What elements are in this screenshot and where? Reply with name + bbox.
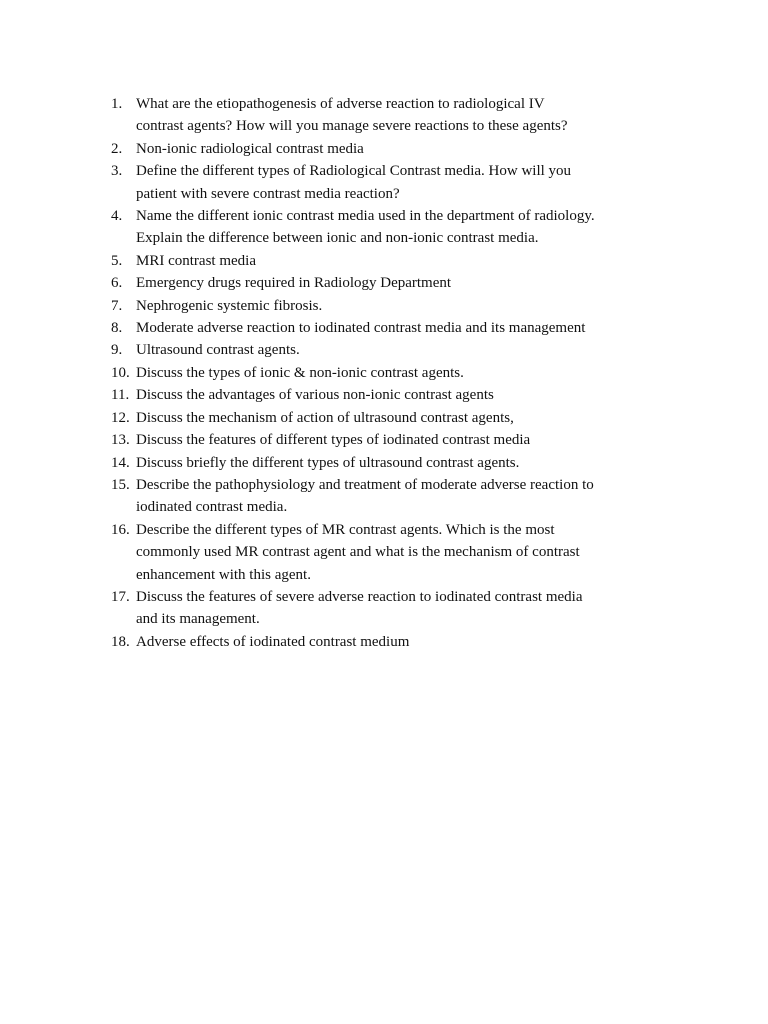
question-number-11: 11. <box>111 387 130 404</box>
question-item-7 <box>111 295 686 317</box>
question-number-1: 1. <box>111 96 123 112</box>
question-item-9 <box>111 339 686 361</box>
question-item-14 <box>111 452 686 474</box>
question-1-line-1: What are the etiopathogenesis of adverse reaction to radiological IV <box>136 96 545 112</box>
question-number-12: 12. <box>111 409 130 426</box>
question-4-line-1: Name the different ionic contrast media used in the department of radiology. <box>136 208 595 225</box>
question-17-line-1: Discuss the features of severe adverse reaction to iodinated contrast media <box>136 588 583 605</box>
question-10-line-1: Discuss the types of ionic & non-ionic contrast agents. <box>136 364 464 381</box>
question-5-line-1: MRI contrast media <box>136 252 256 269</box>
question-16-line-1: Describe the different types of MR contrast agents. Which is the most <box>136 521 555 538</box>
question-number-3: 3. <box>111 163 123 180</box>
question-number-4: 4. <box>111 208 123 225</box>
question-item-11 <box>111 384 686 406</box>
question-item-3 <box>111 160 686 205</box>
question-item-1 <box>111 93 686 138</box>
question-14-line-1: Discuss briefly the different types of ultrasound contrast agents. <box>136 454 520 471</box>
question-number-10: 10. <box>111 364 130 381</box>
question-4-line-2: Explain the difference between ionic and non-ionic contrast media. <box>136 230 539 247</box>
question-15-line-2: iodinated contrast media. <box>136 499 288 516</box>
question-number-18: 18. <box>111 633 130 650</box>
question-8-line-1: Moderate adverse reaction to iodinated contrast media and its management <box>136 320 586 337</box>
question-item-6 <box>111 272 686 294</box>
question-7-line-1: Nephrogenic systemic fibrosis. <box>136 297 323 314</box>
question-item-15 <box>111 474 686 519</box>
question-number-8: 8. <box>111 320 123 337</box>
question-16-line-3: enhancement with this agent. <box>136 566 311 583</box>
question-number-2: 2. <box>111 140 123 157</box>
question-number-7: 7. <box>111 297 123 314</box>
question-6-line-1: Emergency drugs required in Radiology Department <box>136 275 452 292</box>
question-1-line-2: contrast agents? How will you manage severe reactions to these agents? <box>136 118 568 135</box>
question-list <box>111 93 686 653</box>
question-item-16 <box>111 519 686 586</box>
question-item-4 <box>111 205 686 250</box>
question-17-line-2: and its management. <box>136 611 260 628</box>
question-item-5 <box>111 250 686 272</box>
question-15-line-1: Describe the pathophysiology and treatment of moderate adverse reaction to <box>136 476 594 493</box>
question-9-line-1: Ultrasound contrast agents. <box>136 342 300 359</box>
question-item-12 <box>111 407 686 429</box>
question-18-line-1: Adverse effects of iodinated contrast medium <box>136 633 410 650</box>
question-item-10 <box>111 362 686 384</box>
question-11-line-1: Discuss the advantages of various non-ionic contrast agents <box>136 387 494 404</box>
question-2-line-1: Non-ionic radiological contrast media <box>136 140 364 157</box>
question-item-13 <box>111 429 686 451</box>
question-number-15: 15. <box>111 476 130 493</box>
question-3-line-2: patient with severe contrast media reaction? <box>136 185 400 202</box>
question-3-line-1: Define the different types of Radiological Contrast media. How will you <box>136 163 572 180</box>
question-item-2 <box>111 138 686 160</box>
question-item-18 <box>111 631 686 653</box>
question-16-line-2: commonly used MR contrast agent and what is the mechanism of contrast <box>136 544 580 561</box>
question-13-line-1: Discuss the features of different types of iodinated contrast media <box>136 432 531 449</box>
question-number-13: 13. <box>111 432 130 449</box>
question-number-5: 5. <box>111 252 123 269</box>
question-12-line-1: Discuss the mechanism of action of ultrasound contrast agents, <box>136 409 514 426</box>
question-number-9: 9. <box>111 342 123 359</box>
question-number-17: 17. <box>111 588 130 605</box>
question-number-6: 6. <box>111 275 123 292</box>
question-item-17 <box>111 586 686 631</box>
question-number-14: 14. <box>111 454 130 471</box>
question-item-8 <box>111 317 686 339</box>
question-number-16: 16. <box>111 521 130 538</box>
